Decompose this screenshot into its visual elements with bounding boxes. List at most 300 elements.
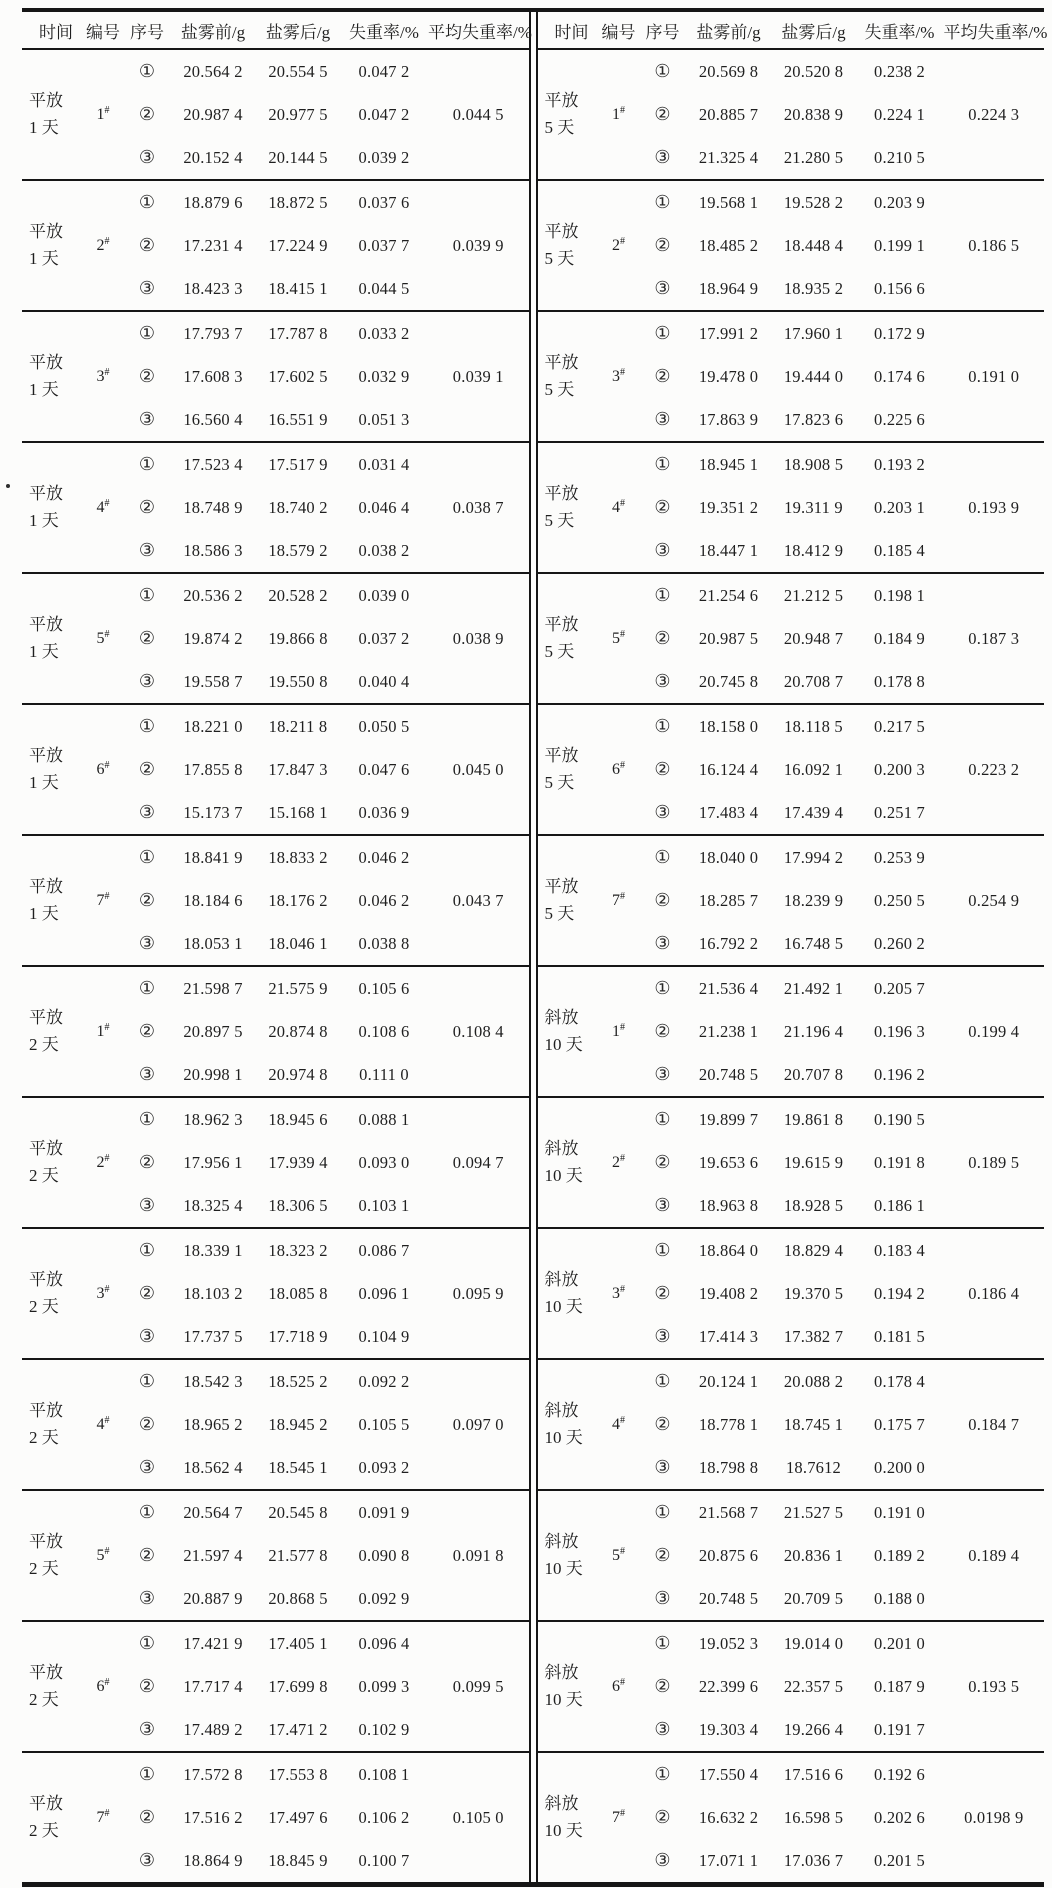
- after-weight-cell: 19.528 2: [783, 192, 844, 212]
- sample-id-cell: 7 #: [96, 1807, 110, 1826]
- seq-cell: ②: [138, 890, 156, 911]
- seq-cell: ②: [654, 1283, 671, 1304]
- before-weight-cell: 20.887 9: [183, 1588, 243, 1608]
- sample-group: [538, 705, 1045, 836]
- seq-cell: ②: [138, 1414, 156, 1435]
- after-weight-cell: 18.833 2: [268, 847, 328, 867]
- before-weight-cell: 21.536 4: [698, 978, 759, 998]
- seq-cell: ②: [138, 1021, 156, 1042]
- sample-id-cell: 5 #: [96, 628, 110, 647]
- time-line2: 5 天: [544, 379, 575, 399]
- sample-group: [22, 1491, 529, 1622]
- col-header-before: 盐雾前/g: [696, 22, 761, 42]
- col-header-avg: 平均失重率/%: [943, 22, 1048, 42]
- after-weight-cell: 20.868 5: [268, 1588, 328, 1608]
- time-cell: [26, 1098, 82, 1227]
- before-weight-cell: 18.285 7: [698, 890, 759, 910]
- sample-id-num: 7: [612, 1808, 620, 1826]
- loss-rate-cell: 0.032 9: [358, 366, 410, 386]
- before-weight-cell: 19.478 0: [698, 366, 759, 386]
- before-weight-cell: 18.485 2: [698, 235, 759, 255]
- time-line1: 平放: [29, 1139, 63, 1159]
- seq-cell: ①: [654, 323, 671, 344]
- seq-cell: ③: [138, 802, 156, 823]
- after-weight-cell: 18.525 2: [268, 1371, 328, 1391]
- before-weight-cell: 19.558 7: [183, 671, 243, 691]
- before-weight-cell: 18.841 9: [183, 847, 243, 867]
- sample-group: [538, 574, 1045, 705]
- seq-cell: ②: [654, 235, 671, 256]
- seq-cell: ②: [138, 366, 156, 387]
- time-cell: [26, 1229, 82, 1358]
- seq-cell: ②: [654, 1676, 671, 1697]
- time-line2: 10 天: [544, 1165, 583, 1185]
- after-weight-cell: 17.718 9: [268, 1326, 328, 1346]
- time-line2: 1 天: [29, 117, 59, 137]
- scan-artifact-dot: [6, 484, 10, 488]
- seq-cell: ①: [654, 454, 671, 475]
- seq-cell: ①: [654, 61, 671, 82]
- sample-id-cell: 3 #: [96, 366, 110, 385]
- after-weight-cell: 17.960 1: [783, 323, 844, 343]
- time-cell: [542, 1098, 598, 1227]
- before-weight-cell: 18.963 8: [698, 1195, 759, 1215]
- before-weight-cell: 19.408 2: [698, 1283, 759, 1303]
- loss-rate-cell: 0.096 4: [358, 1633, 410, 1653]
- sample-group: [538, 1753, 1045, 1882]
- time-line2: 1 天: [29, 510, 59, 530]
- sample-id-num: 7: [96, 891, 105, 909]
- sample-group: [22, 836, 529, 967]
- time-line1: 平放: [29, 1663, 63, 1683]
- before-weight-cell: 19.653 6: [698, 1152, 759, 1172]
- after-weight-cell: 18.085 8: [268, 1283, 328, 1303]
- sample-id-num: 7: [96, 1808, 105, 1826]
- seq-cell: ①: [654, 1502, 671, 1523]
- loss-rate-cell: 0.106 2: [358, 1807, 410, 1827]
- sample-id-num: 4: [612, 498, 620, 516]
- loss-rate-cell: 0.201 5: [874, 1850, 925, 1870]
- loss-rate-cell: 0.196 3: [874, 1021, 925, 1041]
- seq-cell: ①: [138, 192, 156, 213]
- before-weight-cell: 18.040 0: [698, 847, 759, 867]
- sample-id-cell: 2 #: [96, 1152, 110, 1171]
- before-weight-cell: 17.855 8: [183, 759, 243, 779]
- sample-id-cell: 1 #: [612, 104, 625, 123]
- loss-rate-cell: 0.183 4: [874, 1240, 925, 1260]
- before-weight-cell: 17.793 7: [183, 323, 243, 343]
- time-line2: 2 天: [29, 1820, 59, 1840]
- time-line1: 平放: [544, 746, 579, 766]
- loss-rate-cell: 0.187 9: [874, 1676, 925, 1696]
- loss-rate-cell: 0.047 2: [358, 61, 410, 81]
- loss-rate-cell: 0.217 5: [874, 716, 925, 736]
- after-weight-cell: 18.740 2: [268, 497, 328, 517]
- seq-cell: ③: [654, 1195, 671, 1216]
- loss-rate-cell: 0.047 6: [358, 759, 410, 779]
- after-weight-cell: 17.787 8: [268, 323, 328, 343]
- avg-loss-cell: 0.254 9: [968, 890, 1020, 910]
- seq-cell: ①: [138, 1371, 156, 1392]
- before-weight-cell: 21.325 4: [698, 147, 759, 167]
- sample-id-cell: 6 #: [612, 759, 625, 778]
- loss-rate-cell: 0.047 2: [358, 104, 410, 124]
- seq-cell: ③: [654, 1326, 671, 1347]
- before-weight-cell: 20.998 1: [183, 1064, 243, 1084]
- col-header-avg: 平均失重率/%: [428, 22, 532, 42]
- sample-group: [538, 312, 1045, 443]
- after-weight-cell: 18.306 5: [268, 1195, 328, 1215]
- after-weight-cell: 20.838 9: [783, 104, 844, 124]
- sample-id-cell: 2 #: [612, 1152, 625, 1171]
- before-weight-cell: 18.158 0: [698, 716, 759, 736]
- avg-loss-cell: 0.039 9: [452, 235, 504, 255]
- time-line2: 10 天: [544, 1820, 583, 1840]
- before-weight-cell: 17.863 9: [698, 409, 759, 429]
- after-weight-cell: 18.829 4: [783, 1240, 844, 1260]
- seq-cell: ①: [138, 585, 156, 606]
- avg-loss-cell: 0.099 5: [452, 1676, 504, 1696]
- before-weight-cell: 17.737 5: [183, 1326, 243, 1346]
- before-weight-cell: 17.421 9: [183, 1633, 243, 1653]
- loss-rate-cell: 0.250 5: [874, 890, 925, 910]
- sample-id-cell: 7 #: [96, 890, 110, 909]
- before-weight-cell: 20.745 8: [698, 671, 759, 691]
- after-weight-cell: 21.577 8: [268, 1545, 328, 1565]
- sample-id-num: 7: [612, 891, 620, 909]
- time-cell: [26, 50, 82, 179]
- sample-group: [22, 574, 529, 705]
- loss-rate-cell: 0.037 6: [358, 192, 410, 212]
- sample-group: [538, 1491, 1045, 1622]
- col-header-time: 时间: [554, 22, 589, 42]
- sample-id-cell: 7 #: [612, 1807, 625, 1826]
- table-left-half: [22, 12, 531, 1882]
- before-weight-cell: 17.572 8: [183, 1764, 243, 1784]
- col-header-seq: 序号: [645, 22, 680, 42]
- time-cell: [26, 574, 82, 703]
- loss-rate-cell: 0.185 4: [874, 540, 925, 560]
- before-weight-cell: 18.965 2: [183, 1414, 243, 1434]
- col-header-id: 编号: [601, 22, 636, 42]
- before-weight-cell: 21.254 6: [698, 585, 759, 605]
- after-weight-cell: 16.551 9: [268, 409, 328, 429]
- seq-cell: ②: [654, 1807, 671, 1828]
- seq-cell: ②: [654, 890, 671, 911]
- before-weight-cell: 20.536 2: [183, 585, 243, 605]
- after-weight-cell: 19.444 0: [783, 366, 844, 386]
- sample-id-cell: 3 #: [96, 1283, 110, 1302]
- avg-loss-cell: 0.043 7: [452, 890, 504, 910]
- before-weight-cell: 20.564 7: [183, 1502, 243, 1522]
- after-weight-cell: 21.575 9: [268, 978, 328, 998]
- sample-group: [22, 312, 529, 443]
- sample-id-num: 5: [96, 629, 105, 647]
- before-weight-cell: 18.962 3: [183, 1109, 243, 1129]
- seq-cell: ①: [138, 323, 156, 344]
- before-weight-cell: 21.597 4: [183, 1545, 243, 1565]
- before-weight-cell: 17.550 4: [698, 1764, 759, 1784]
- after-weight-cell: 16.598 5: [783, 1807, 844, 1827]
- after-weight-cell: 18.908 5: [783, 454, 844, 474]
- loss-rate-cell: 0.192 6: [874, 1764, 925, 1784]
- seq-cell: ③: [138, 1064, 156, 1085]
- avg-loss-cell: 0.045 0: [452, 759, 504, 779]
- after-weight-cell: 15.168 1: [268, 802, 328, 822]
- before-weight-cell: 18.879 6: [183, 192, 243, 212]
- after-weight-cell: 20.836 1: [783, 1545, 844, 1565]
- sample-group: [22, 1622, 529, 1753]
- after-weight-cell: 17.553 8: [268, 1764, 328, 1784]
- after-weight-cell: 17.994 2: [783, 847, 844, 867]
- time-cell: [542, 1491, 598, 1620]
- after-weight-cell: 18.945 2: [268, 1414, 328, 1434]
- loss-rate-cell: 0.238 2: [874, 61, 925, 81]
- before-weight-cell: 18.221 0: [183, 716, 243, 736]
- sample-group: [22, 1098, 529, 1229]
- sample-group: [22, 967, 529, 1098]
- after-weight-cell: 16.748 5: [783, 933, 844, 953]
- loss-rate-cell: 0.156 6: [874, 278, 925, 298]
- after-weight-cell: 17.497 6: [268, 1807, 328, 1827]
- sample-group: [538, 443, 1045, 574]
- loss-rate-cell: 0.175 7: [874, 1414, 925, 1434]
- after-weight-cell: 22.357 5: [783, 1676, 844, 1696]
- time-cell: [542, 574, 598, 703]
- time-cell: [542, 443, 598, 572]
- sample-id-cell: 1 #: [96, 104, 110, 123]
- seq-cell: ②: [654, 497, 671, 518]
- avg-loss-cell: 0.095 9: [452, 1283, 504, 1303]
- before-weight-cell: 18.945 1: [698, 454, 759, 474]
- seq-cell: ②: [138, 497, 156, 518]
- before-weight-cell: 18.447 1: [698, 540, 759, 560]
- sample-id-num: 2: [612, 1153, 620, 1171]
- before-weight-cell: 20.124 1: [698, 1371, 759, 1391]
- time-cell: [26, 705, 82, 834]
- before-weight-cell: 19.568 1: [698, 192, 759, 212]
- before-weight-cell: 18.864 9: [183, 1850, 243, 1870]
- loss-rate-cell: 0.036 9: [358, 802, 410, 822]
- seq-cell: ②: [138, 628, 156, 649]
- loss-rate-cell: 0.178 4: [874, 1371, 925, 1391]
- after-weight-cell: 18.323 2: [268, 1240, 328, 1260]
- seq-cell: ①: [138, 978, 156, 999]
- loss-rate-cell: 0.172 9: [874, 323, 925, 343]
- before-weight-cell: 19.899 7: [698, 1109, 759, 1129]
- after-weight-cell: 20.874 8: [268, 1021, 328, 1041]
- loss-rate-cell: 0.050 5: [358, 716, 410, 736]
- after-weight-cell: 19.014 0: [783, 1633, 844, 1653]
- after-weight-cell: 18.579 2: [268, 540, 328, 560]
- after-weight-cell: 17.699 8: [268, 1676, 328, 1696]
- seq-cell: ②: [654, 366, 671, 387]
- sample-id-num: 6: [612, 1677, 620, 1695]
- after-weight-cell: 18.239 9: [783, 890, 844, 910]
- after-weight-cell: 17.471 2: [268, 1719, 328, 1739]
- seq-cell: ①: [138, 1633, 156, 1654]
- before-weight-cell: 18.562 4: [183, 1457, 243, 1477]
- after-weight-cell: 19.861 8: [783, 1109, 844, 1129]
- loss-rate-cell: 0.111 0: [359, 1064, 409, 1084]
- loss-rate-cell: 0.092 9: [358, 1588, 410, 1608]
- sample-group: [22, 50, 529, 181]
- seq-cell: ③: [138, 1719, 156, 1740]
- seq-cell: ③: [654, 671, 671, 692]
- after-weight-cell: 19.266 4: [783, 1719, 844, 1739]
- after-weight-cell: 19.370 5: [783, 1283, 844, 1303]
- seq-cell: ②: [654, 759, 671, 780]
- before-weight-cell: 18.778 1: [698, 1414, 759, 1434]
- after-weight-cell: 18.412 9: [783, 540, 844, 560]
- sample-id-cell: 3 #: [612, 1283, 625, 1302]
- after-weight-cell: 18.545 1: [268, 1457, 328, 1477]
- sample-group: [22, 1753, 529, 1882]
- loss-rate-cell: 0.108 6: [358, 1021, 410, 1041]
- time-cell: [26, 443, 82, 572]
- sample-id-num: 3: [612, 367, 620, 385]
- sample-id-cell: 2 #: [96, 235, 110, 254]
- loss-rate-cell: 0.253 9: [874, 847, 925, 867]
- time-line2: 1 天: [29, 379, 59, 399]
- time-line1: 平放: [544, 484, 579, 504]
- loss-rate-cell: 0.199 1: [874, 235, 925, 255]
- after-weight-cell: 18.415 1: [268, 278, 328, 298]
- before-weight-cell: 19.351 2: [698, 497, 759, 517]
- before-weight-cell: 20.564 2: [183, 61, 243, 81]
- before-weight-cell: 18.798 8: [698, 1457, 759, 1477]
- loss-rate-cell: 0.105 6: [358, 978, 410, 998]
- after-weight-cell: 20.554 5: [268, 61, 328, 81]
- seq-cell: ②: [138, 1676, 156, 1697]
- seq-cell: ③: [138, 1326, 156, 1347]
- after-weight-cell: 17.516 6: [783, 1764, 844, 1784]
- sample-id-num: 4: [612, 1415, 620, 1433]
- seq-cell: ③: [654, 278, 671, 299]
- after-weight-cell: 17.517 9: [268, 454, 328, 474]
- after-weight-cell: 21.492 1: [783, 978, 844, 998]
- before-weight-cell: 18.103 2: [183, 1283, 243, 1303]
- before-weight-cell: 17.231 4: [183, 235, 243, 255]
- avg-loss-cell: 0.186 5: [968, 235, 1020, 255]
- seq-cell: ②: [654, 1021, 671, 1042]
- time-line1: 平放: [544, 353, 579, 373]
- sample-id-cell: 5 #: [612, 628, 625, 647]
- seq-cell: ③: [654, 933, 671, 954]
- time-line2: 10 天: [544, 1034, 583, 1054]
- loss-rate-cell: 0.088 1: [358, 1109, 410, 1129]
- time-line2: 2 天: [29, 1034, 59, 1054]
- seq-cell: ②: [138, 1807, 156, 1828]
- before-weight-cell: 18.864 0: [698, 1240, 759, 1260]
- time-line1: 平放: [29, 1008, 63, 1028]
- loss-rate-cell: 0.046 4: [358, 497, 410, 517]
- seq-cell: ③: [138, 1588, 156, 1609]
- loss-rate-cell: 0.090 8: [358, 1545, 410, 1565]
- after-weight-cell: 18.928 5: [783, 1195, 844, 1215]
- loss-rate-cell: 0.194 2: [874, 1283, 925, 1303]
- after-weight-cell: 18.7612: [785, 1457, 842, 1477]
- left-body: [22, 50, 529, 1882]
- time-line1: 平放: [29, 1794, 63, 1814]
- time-line2: 1 天: [29, 772, 59, 792]
- before-weight-cell: 19.874 2: [183, 628, 243, 648]
- time-line2: 5 天: [544, 903, 575, 923]
- before-weight-cell: 17.717 4: [183, 1676, 243, 1696]
- sample-group: [538, 1098, 1045, 1229]
- before-weight-cell: 22.399 6: [698, 1676, 759, 1696]
- loss-rate-cell: 0.105 5: [358, 1414, 410, 1434]
- time-line2: 10 天: [544, 1689, 583, 1709]
- seq-cell: ①: [654, 1240, 671, 1261]
- seq-cell: ②: [138, 1152, 156, 1173]
- loss-rate-cell: 0.100 7: [358, 1850, 410, 1870]
- time-line1: 斜放: [544, 1663, 579, 1683]
- time-line2: 10 天: [544, 1558, 583, 1578]
- sample-id-num: 1: [96, 105, 105, 123]
- seq-cell: ②: [654, 1414, 671, 1435]
- time-cell: [26, 181, 82, 310]
- after-weight-cell: 20.974 8: [268, 1064, 328, 1084]
- time-line2: 2 天: [29, 1689, 59, 1709]
- loss-rate-cell: 0.103 1: [358, 1195, 410, 1215]
- sample-id-num: 1: [96, 1022, 105, 1040]
- table-right-half: [536, 12, 1048, 1882]
- sample-id-num: 4: [96, 1415, 105, 1433]
- time-line2: 1 天: [29, 641, 59, 661]
- loss-rate-cell: 0.186 1: [874, 1195, 925, 1215]
- time-cell: [542, 1622, 598, 1751]
- time-line1: 斜放: [544, 1008, 579, 1028]
- sample-id-cell: 4 #: [612, 1414, 625, 1433]
- loss-rate-cell: 0.108 1: [358, 1764, 410, 1784]
- loss-rate-cell: 0.046 2: [358, 847, 410, 867]
- after-weight-cell: 20.144 5: [268, 147, 328, 167]
- time-line1: 平放: [29, 353, 63, 373]
- time-line1: 平放: [29, 91, 63, 111]
- loss-rate-cell: 0.099 3: [358, 1676, 410, 1696]
- sample-group: [22, 1360, 529, 1491]
- loss-rate-cell: 0.251 7: [874, 802, 925, 822]
- seq-cell: ③: [138, 540, 156, 561]
- avg-loss-cell: 0.184 7: [968, 1414, 1020, 1434]
- seq-cell: ①: [654, 716, 671, 737]
- time-line2: 5 天: [544, 510, 575, 530]
- sample-id-num: 2: [612, 236, 620, 254]
- sample-id-num: 2: [96, 1153, 105, 1171]
- time-line2: 5 天: [544, 772, 575, 792]
- after-weight-cell: 17.939 4: [268, 1152, 328, 1172]
- after-weight-cell: 19.550 8: [268, 671, 328, 691]
- time-line1: 斜放: [544, 1794, 579, 1814]
- loss-rate-cell: 0.205 7: [874, 978, 925, 998]
- after-weight-cell: 20.708 7: [783, 671, 844, 691]
- avg-loss-cell: 0.223 2: [968, 759, 1020, 779]
- after-weight-cell: 17.382 7: [783, 1326, 844, 1346]
- seq-cell: ③: [654, 1457, 671, 1478]
- loss-rate-cell: 0.046 2: [358, 890, 410, 910]
- seq-cell: ①: [654, 978, 671, 999]
- sample-group: [22, 443, 529, 574]
- loss-rate-cell: 0.203 9: [874, 192, 925, 212]
- sample-id-num: 3: [612, 1284, 620, 1302]
- before-weight-cell: 17.608 3: [183, 366, 243, 386]
- loss-rate-cell: 0.086 7: [358, 1240, 410, 1260]
- time-line1: 平放: [29, 615, 63, 635]
- loss-rate-cell: 0.189 2: [874, 1545, 925, 1565]
- time-line1: 斜放: [544, 1401, 579, 1421]
- loss-rate-cell: 0.191 0: [874, 1502, 925, 1522]
